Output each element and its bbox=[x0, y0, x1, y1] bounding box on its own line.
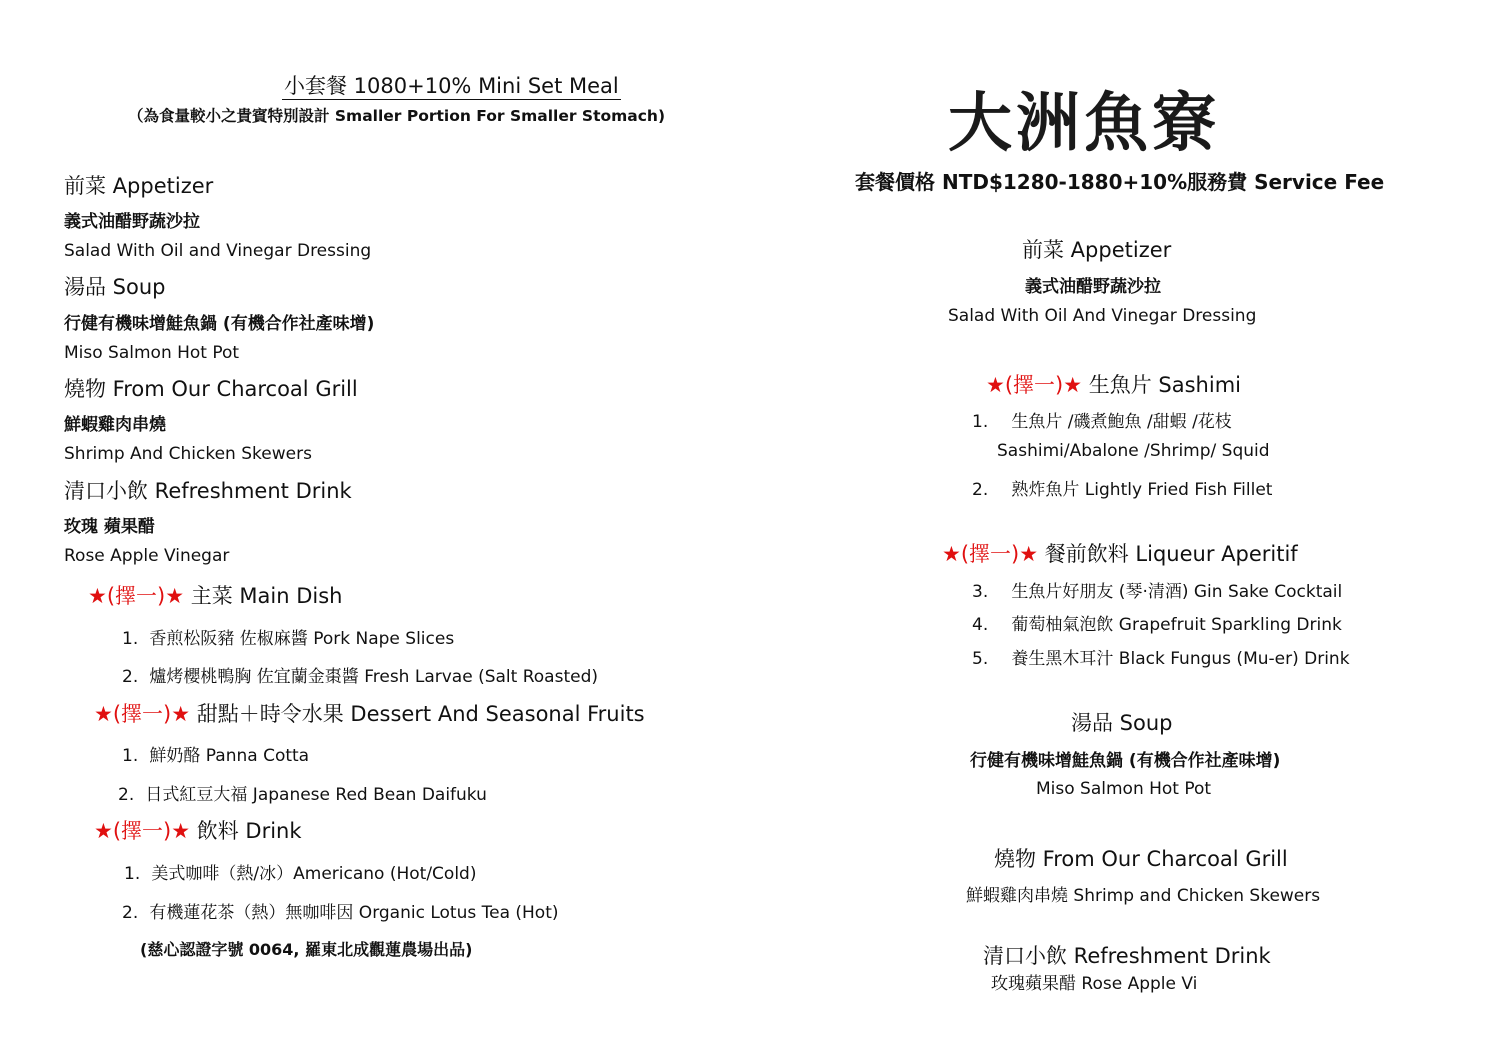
list-item bbox=[122, 898, 559, 923]
dessert-heading bbox=[94, 698, 645, 728]
grill-zh: 鮮蝦雞肉串燒 bbox=[64, 415, 166, 435]
appetizer-zh: 義式油醋野蔬沙拉 bbox=[1025, 277, 1161, 297]
drink-zh: 玫瑰 蘋果醋 bbox=[64, 517, 155, 537]
soup-zh: 行健有機味增鮭魚鍋 (有機合作社產味增) bbox=[970, 751, 1281, 771]
item-number: 3. bbox=[972, 582, 989, 602]
item-number: 1. bbox=[122, 629, 139, 649]
aperitif-heading bbox=[942, 538, 1298, 568]
beverage-heading-text: 飲料 Drink bbox=[196, 819, 302, 843]
grill-en: Shrimp And Chicken Skewers bbox=[64, 444, 312, 464]
sashimi-heading bbox=[986, 369, 1241, 399]
soup-en: Miso Salmon Hot Pot bbox=[64, 343, 240, 363]
choose-one-star-label: ★(擇一)★ bbox=[94, 819, 191, 843]
appetizer-heading: 前菜 Appetizer bbox=[64, 174, 214, 198]
soup-zh: 行健有機味增鮭魚鍋 (有機合作社產味增) bbox=[64, 314, 375, 334]
list-item bbox=[972, 644, 1350, 669]
main-dish-heading-text: 主菜 Main Dish bbox=[190, 584, 343, 608]
grill-heading: 燒物 From Our Charcoal Grill bbox=[994, 847, 1288, 871]
item-number: 1. bbox=[972, 412, 989, 432]
list-item bbox=[997, 441, 1270, 461]
item-text: 日式紅豆大福 Japanese Red Bean Daifuku bbox=[145, 785, 487, 805]
item-number: 2. bbox=[122, 903, 139, 923]
item-number: 2. bbox=[972, 480, 989, 500]
appetizer-heading: 前菜 Appetizer bbox=[1022, 238, 1172, 262]
item-text: 養生黑木耳汁 Black Fungus (Mu-er) Drink bbox=[1011, 649, 1350, 669]
dessert-heading-text: 甜點＋時令水果 Dessert And Seasonal Fruits bbox=[196, 702, 645, 726]
choose-one-star-label: ★(擇一)★ bbox=[88, 584, 185, 608]
soup-heading: 湯品 Soup bbox=[64, 275, 166, 299]
mini-set-title-text: 小套餐 1080+10% Mini Set Meal bbox=[284, 74, 619, 98]
drink-en: Rose Apple Vinegar bbox=[64, 546, 230, 566]
grill-heading: 燒物 From Our Charcoal Grill bbox=[64, 377, 358, 401]
appetizer-en: Salad With Oil and Vinegar Dressing bbox=[64, 241, 372, 261]
list-item bbox=[122, 624, 454, 649]
list-item bbox=[972, 610, 1342, 635]
choose-one-star-label: ★(擇一)★ bbox=[942, 542, 1039, 566]
item-number: 1. bbox=[122, 746, 139, 766]
set-price: 套餐價格 NTD$1280-1880+10%服務費 Service Fee bbox=[855, 170, 1385, 194]
list-item bbox=[122, 662, 598, 687]
item-text: 葡萄柚氣泡飲 Grapefruit Sparkling Drink bbox=[1011, 615, 1342, 635]
drink-heading: 清口小飲 Refreshment Drink bbox=[983, 944, 1271, 968]
list-item bbox=[972, 407, 1232, 432]
mini-set-title bbox=[282, 70, 621, 100]
item-number: 2. bbox=[122, 667, 139, 687]
choose-one-star-label: ★(擇一)★ bbox=[986, 373, 1083, 397]
drink-heading: 清口小飲 Refreshment Drink bbox=[64, 479, 352, 503]
item-number: 4. bbox=[972, 615, 989, 635]
item-text: 美式咖啡（熱/冰）Americano (Hot/Cold) bbox=[151, 864, 477, 884]
item-number: 5. bbox=[972, 649, 989, 669]
list-item bbox=[972, 475, 1272, 500]
item-number: 2. bbox=[118, 785, 135, 805]
list-item bbox=[122, 741, 309, 766]
item-text: 香煎松阪豬 佐椒麻醬 Pork Nape Slices bbox=[149, 629, 455, 649]
item-text: 有機蓮花茶（熱）無咖啡因 Organic Lotus Tea (Hot) bbox=[149, 903, 559, 923]
appetizer-zh: 義式油醋野蔬沙拉 bbox=[64, 212, 200, 232]
soup-heading: 湯品 Soup bbox=[1071, 711, 1173, 735]
list-item bbox=[118, 780, 487, 805]
item-text: 爐烤櫻桃鴨胸 佐宜蘭金棗醬 Fresh Larvae (Salt Roasted) bbox=[149, 667, 598, 687]
item-number: 1. bbox=[124, 864, 141, 884]
grill-line: 鮮蝦雞肉串燒 Shrimp and Chicken Skewers bbox=[966, 886, 1321, 906]
sashimi-heading-text: 生魚片 Sashimi bbox=[1088, 373, 1241, 397]
list-item bbox=[972, 577, 1342, 602]
aperitif-heading-text: 餐前飲料 Liqueur Aperitif bbox=[1044, 542, 1298, 566]
item-text: Sashimi/Abalone /Shrimp/ Squid bbox=[997, 441, 1270, 461]
appetizer-en: Salad With Oil And Vinegar Dressing bbox=[948, 306, 1257, 326]
mini-set-subtitle: （為食量較小之貴賓特別設計 Smaller Portion For Smaller Stomach) bbox=[128, 107, 666, 125]
item-text: 生魚片 /磯煮鮑魚 /甜蝦 /花枝 bbox=[1011, 412, 1232, 432]
item-text: 鮮奶酪 Panna Cotta bbox=[149, 746, 310, 766]
item-text: 熟炸魚片 Lightly Fried Fish Fillet bbox=[1011, 480, 1273, 500]
beverage-heading bbox=[94, 815, 302, 845]
main-dish-heading bbox=[88, 580, 342, 610]
drink-line: 玫瑰蘋果醋 Rose Apple Vi bbox=[991, 974, 1198, 994]
soup-en: Miso Salmon Hot Pot bbox=[1036, 779, 1212, 799]
restaurant-logo: 大洲魚寮 bbox=[948, 86, 1220, 161]
choose-one-star-label: ★(擇一)★ bbox=[94, 702, 191, 726]
list-item bbox=[124, 859, 476, 884]
certification-note: (慈心認證字號 0064, 羅東北成觀蓮農場出品) bbox=[140, 940, 473, 959]
item-text: 生魚片好朋友 (琴·清酒) Gin Sake Cocktail bbox=[1011, 582, 1343, 602]
